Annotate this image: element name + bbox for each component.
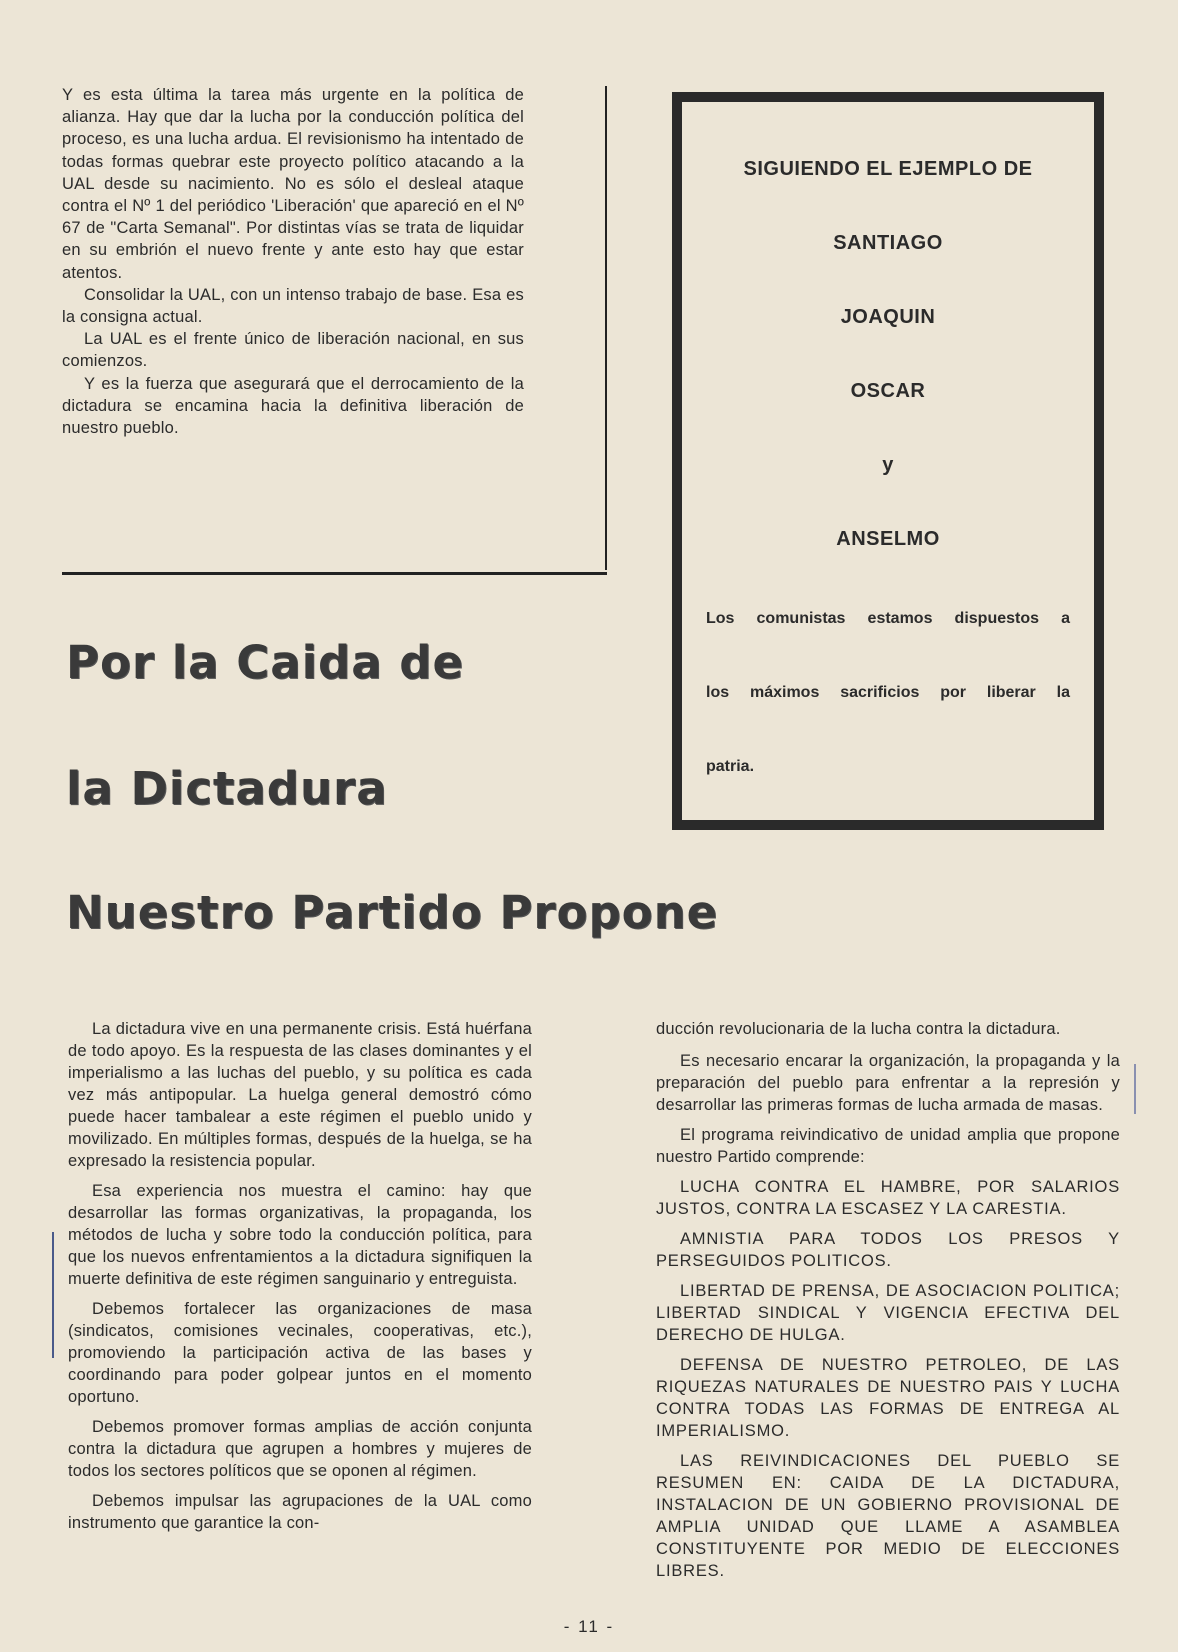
program-item: AMNISTIA PARA TODOS LOS PRESOS Y PERSEGUIDOS POLITICOS.	[656, 1230, 1120, 1270]
box-closing-line: patria.	[706, 758, 755, 775]
right-paragraph: El programa reivindicativo de unidad amplia que propone nuestro Partido comprende:	[656, 1126, 1120, 1166]
divider-vertical	[605, 86, 607, 570]
box-closing-line: los máximos sacrificios por liberar la	[706, 684, 1070, 701]
top-paragraph: Consolidar la UAL, con un intenso trabajo de base. Esa es la consigna actual.	[62, 285, 524, 327]
divider-horizontal	[62, 572, 607, 575]
box-closing-line: Los comunistas estamos dispuestos a	[706, 610, 1070, 627]
top-article-text	[62, 84, 524, 439]
headline-line-1: Por la Caida de	[66, 636, 465, 689]
program-item: LIBERTAD DE PRENSA, DE ASOCIACION POLITICA; LIBERTAD SINDICAL Y VIGENCIA EFECTIVA DEL DERECHO DE HULGA.	[656, 1282, 1120, 1344]
right-paragraph: Es necesario encarar la organización, la propaganda y la preparación del pueblo para enfrentar a la represión y desarrollar las primeras formas de lucha armada de masas.	[656, 1052, 1120, 1114]
top-paragraph: La UAL es el frente único de liberación nacional, en sus comienzos.	[62, 330, 524, 371]
left-paragraph: Debemos impulsar las agrupaciones de la UAL como instrumento que garantice la con-	[68, 1492, 532, 1532]
program-item: DEFENSA DE NUESTRO PETROLEO, DE LAS RIQUEZAS NATURALES DE NUESTRO PAIS Y LUCHA CONTRA TODAS LAS FORMAS DE ENTREGA AL IMPERIALISMO.	[656, 1356, 1120, 1440]
margin-pen-mark	[1134, 1064, 1136, 1114]
left-paragraph: Debemos fortalecer las organizaciones de masa (sindicatos, comisiones vecinales, cooperativas, etc.), promoviendo la participación activa de las bases y coordinando para poder golpear juntos en el momento oportuno.	[68, 1300, 532, 1406]
left-paragraph: Esa experiencia nos muestra el camino: hay que desarrollar las formas organizativas, la propaganda, los métodos de lucha y sobre todo la conducción política, para que los nuevos enfrentamientos a la dictadura signifiquen la muerte definitiva de este régimen sanguinario y entreguista.	[68, 1182, 532, 1288]
program-item: LAS REIVINDICACIONES DEL PUEBLO SE RESUMEN EN: CAIDA DE LA DICTADURA, INSTALACION DE UN GOBIERNO PROVISIONAL DE AMPLIA UNIDAD QUE LLAME A ASAMBLEA CONSTITUYENTE POR MEDIO DE ELECCIONES LIBRES.	[656, 1452, 1120, 1580]
box-name: JOAQUIN	[840, 306, 936, 328]
top-paragraph: Y es la fuerza que asegurará que el derrocamiento de la dictadura se encamina hacia la definitiva liberación de nuestro pueblo.	[62, 374, 524, 438]
headline-line-3: Nuestro Partido Propone	[66, 886, 719, 939]
program-item: LUCHA CONTRA EL HAMBRE, POR SALARIOS JUSTOS, CONTRA LA ESCASEZ Y LA CARESTIA.	[656, 1178, 1120, 1218]
right-column	[656, 1018, 1120, 1590]
left-column	[68, 1018, 532, 1542]
box-heading: SIGUIENDO EL EJEMPLO DE	[743, 158, 1033, 180]
right-continuation: ducción revolucionaria de la lucha contra la dictadura.	[656, 1020, 1061, 1038]
box-conjunction: y	[882, 454, 894, 476]
box-name: ANSELMO	[836, 528, 940, 550]
left-paragraph: La dictadura vive en una permanente crisis. Está huérfana de todo apoyo. Es la respuesta de las clases dominantes y el imperialismo a las luchas del pueblo, y su política es cada vez más antipopular. La huelga general demostró cómo puede hacer tambalear a este régimen el pueblo unido y movilizado. En múltiples formas, después de la huelga, se ha expresado la resistencia popular.	[68, 1020, 532, 1170]
headline-line-2: la Dictadura	[66, 762, 388, 815]
left-paragraph: Debemos promover formas amplias de acción conjunta contra la dictadura que agrupen a hombres y mujeres de todos los sectores políticos que se oponen al régimen.	[68, 1418, 532, 1480]
top-paragraph: Y es esta última la tarea más urgente en la política de alianza. Hay que dar la lucha por la conducción política del proceso, es una lucha ardua. El revisionismo ha intentado de todas formas quebrar este proyecto político atacando a la UAL desde su nacimiento. No es sólo el desleal ataque contra el Nº 1 del periódico 'Liberación' que apareció en el Nº 67 de "Carta Semanal". Por distintas vías se trata de liquidar en su embrión el nuevo frente y ante esto hay que estar atentos.	[62, 86, 524, 282]
page-number: - 11 -	[563, 1617, 615, 1636]
memorial-box	[672, 92, 1104, 830]
box-name: OSCAR	[850, 380, 926, 402]
margin-pen-mark	[52, 1232, 54, 1358]
box-name: SANTIAGO	[833, 232, 943, 254]
